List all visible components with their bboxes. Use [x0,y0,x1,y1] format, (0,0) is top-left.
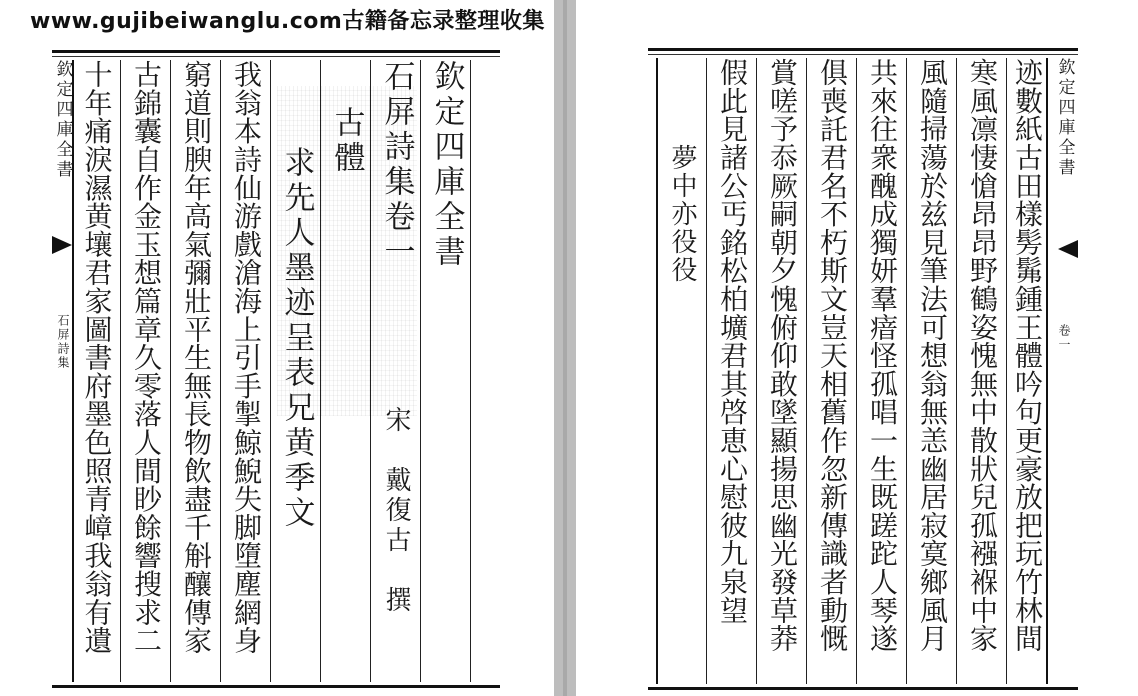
column-rule [470,60,471,682]
poem-line: 俱喪託君名不朽斯文豈天相舊作忽新傳識者動慨 [816,58,849,653]
column-rule [170,60,171,682]
author-line: 宋 戴復古 撰 [381,406,411,616]
text-column [858,58,906,684]
book-title: 欽定四庫全書 [428,60,465,270]
volume-title: 石屏詩集卷一 [378,60,415,270]
poem-line: 我翁本詩仙游戲滄海上引手掣鯨鯢失脚墮塵網身 [230,60,263,655]
left-page [52,46,500,692]
text-column [422,60,470,682]
bottom-border [52,685,500,688]
text-column [808,58,856,684]
column-rule [706,58,707,684]
text-column [122,60,170,682]
poem-line: 風隨掃蕩於兹見筆法可想翁無恙幽居寂寞鄉風月 [916,58,949,653]
poem-line: 十年痛淚濕黄壤君家圖書府墨色照青嶂我翁有遺 [80,60,114,655]
top-border-inner [648,54,1078,55]
poem-line: 夢中亦役役 [667,144,697,284]
poem-line: 賞嗟予忝厥嗣朝夕愧俯仰敢墜顯揚思幽光發草莽 [766,58,799,653]
right-page [648,44,1078,694]
edge-header-text: 欽定四庫全書 [1054,58,1075,178]
text-column [908,58,956,684]
column-rule [806,58,807,684]
top-border [52,50,500,53]
edge-label-text: 卷一 [1057,324,1071,352]
edge-header-text: 欽定四庫全書 [52,60,73,180]
column-rule [270,60,271,682]
column-rule [956,58,957,684]
column-rule [120,60,121,682]
text-column [1008,58,1046,684]
poem-line: 共來往衆醜成獨妍羣瘖怪孤唱一生既蹉跎人琴遂 [866,58,899,653]
poem-line: 寒風凛悽愴昂昂野鶴姿愧無中散狀兒孤襁褓中家 [966,58,999,653]
column-rule [756,58,757,684]
poem-line: 假此見諸公丐銘松柏壙君其啓恵心慰彼九泉望 [716,58,749,624]
genre-heading: 古體 [328,106,365,176]
column-rule [856,58,857,684]
poem-line: 古錦囊自作金玉想篇章久零落人間眇餘響搜求二 [130,60,163,655]
poem-line: 窮道則腴年高氣彌壯平生無長物飲盡千斛釀傳家 [180,60,213,655]
poem-title: 求先人墨迹呈表兄黄季文 [278,146,315,531]
text-column [172,60,220,682]
column-rule [420,60,421,682]
text-column [322,106,370,682]
top-border [648,48,1078,51]
column-rule [1006,58,1007,684]
column-rule [220,60,221,682]
poem-line: 迹數紙古田樣髣髴鍾王體吟句更豪放把玩竹林間 [1011,58,1044,653]
text-column [272,146,320,682]
text-column [372,406,420,682]
text-column [73,60,120,682]
text-column [658,144,706,684]
text-column [758,58,806,684]
text-column [222,60,270,682]
bottom-border [648,687,1078,690]
text-column [958,58,1006,684]
right-edge-label [1052,324,1076,684]
watermark-text: www.gujibeiwanglu.com古籍备忘录整理收集 [30,9,545,34]
left-edge-label [54,314,72,682]
page-gutter [554,0,576,696]
column-rule [906,58,907,684]
outer-border-right [1046,58,1048,684]
top-border-inner [52,56,500,57]
text-column [708,58,756,684]
edge-label-text: 石屏詩集 [56,314,70,370]
